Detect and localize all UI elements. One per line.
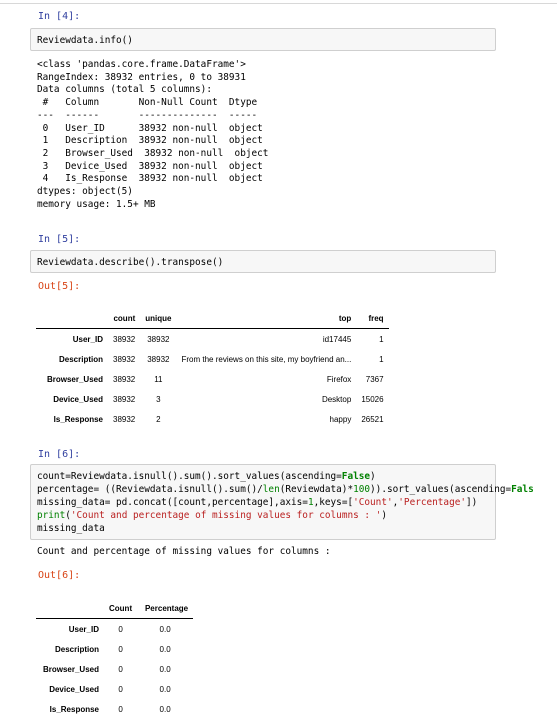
table-row (36, 699, 193, 719)
cell-percentage: 0.0 (159, 644, 171, 654)
out-prompt-6: Out[6]: (38, 570, 81, 581)
stdout-output: Count and percentage of missing values for columns : (37, 546, 331, 557)
table-row (36, 619, 193, 640)
cell-count: 38932 (113, 374, 136, 384)
in-prompt-6: In [6]: (38, 449, 81, 460)
cell-freq: 1 (379, 354, 384, 364)
output-line: 1 Description 38932 non-null object (37, 135, 263, 147)
cell-unique: 11 (154, 374, 163, 384)
header-unique: unique (140, 308, 176, 329)
code-line-5: missing_data (37, 523, 105, 534)
cell-freq: 7367 (365, 374, 384, 384)
row-index: Is_Response (49, 704, 99, 714)
row-index: User_ID (72, 334, 103, 344)
output-line: Data columns (total 5 columns): (37, 84, 212, 96)
row-index: Device_Used (53, 394, 103, 404)
output-line: --- ------ -------------- ----- (37, 109, 263, 121)
row-index: Description (58, 354, 103, 364)
table-row (36, 349, 389, 369)
cell-top: Firefox (326, 374, 352, 384)
describe-table (36, 308, 389, 429)
header-percentage: Percentage (137, 598, 193, 619)
output-line: # Column Non-Null Count Dtype (37, 97, 263, 109)
cell-unique: 3 (156, 394, 161, 404)
out-prompt-5: Out[5]: (38, 281, 81, 292)
cell-freq: 1 (379, 334, 384, 344)
table-header-row (36, 308, 389, 329)
cell-count: 38932 (113, 334, 136, 344)
row-index: Browser_Used (42, 664, 99, 674)
in-prompt-5: In [5]: (38, 234, 81, 245)
cell-count: 0 (118, 664, 123, 674)
row-index: Description (54, 644, 99, 654)
row-index: Device_Used (49, 684, 99, 694)
code-line-3: missing_data= pd.concat([count,percentage],axis=1,keys=['Count','Percentage']) (37, 497, 478, 508)
output-line: memory usage: 1.5+ MB (37, 198, 156, 210)
code-line-2: percentage= ((Reviewdata.isnull().sum()/len(Reviewdata)*100)).sort_values(ascending=Fals (37, 484, 534, 495)
row-index: User_ID (68, 624, 99, 634)
header-count: Count (104, 598, 137, 619)
cell-unique: 2 (156, 414, 161, 424)
row-index: Browser_Used (46, 374, 103, 384)
output-line: dtypes: object(5) (37, 186, 133, 198)
header-index (36, 598, 104, 619)
table-row (36, 639, 193, 659)
cell-count: 38932 (113, 394, 136, 404)
output-line: <class 'pandas.core.frame.DataFrame'> (37, 59, 246, 70)
row-index: Is_Response (53, 414, 103, 424)
code-line[interactable]: Reviewdata.describe().transpose() (37, 257, 224, 268)
code-cell-6[interactable] (30, 464, 534, 540)
code-line-1: count=Reviewdata.isnull().sum().sort_values(ascending=False) (37, 471, 376, 482)
output-line: 2 Browser_Used 38932 non-null object (37, 147, 269, 159)
output-line: 4 Is_Response 38932 non-null object (37, 173, 263, 185)
info-output (37, 59, 268, 211)
cell-freq: 15026 (361, 394, 384, 404)
code-block[interactable] (31, 465, 534, 540)
code-line-4: print('Count and percentage of missing values for columns : ') (37, 510, 387, 521)
table-header-row (36, 598, 193, 619)
cell-count: 0 (118, 684, 123, 694)
cell-count: 0 (118, 624, 123, 634)
header-top: top (176, 308, 356, 329)
output-line: 0 User_ID 38932 non-null object (37, 122, 263, 134)
header-freq: freq (356, 308, 388, 329)
code-cell-4[interactable] (30, 28, 496, 51)
cell-top: From the reviews on this site, my boyfriend an... (181, 354, 352, 364)
code-cell-5[interactable] (30, 250, 496, 273)
cell-count: 38932 (113, 414, 136, 424)
notebook-top-border (0, 3, 557, 4)
header-index (36, 308, 108, 329)
table-row (36, 369, 389, 389)
code-line[interactable]: Reviewdata.info() (37, 35, 133, 46)
output-line: RangeIndex: 38932 entries, 0 to 38931 (37, 71, 246, 83)
cell-top: id17445 (322, 334, 352, 344)
cell-top: Desktop (321, 394, 352, 404)
cell-freq: 26521 (361, 414, 384, 424)
in-prompt-4: In [4]: (38, 11, 81, 22)
cell-count: 38932 (113, 354, 136, 364)
cell-unique: 38932 (147, 334, 170, 344)
table-row (36, 409, 389, 429)
header-count: count (108, 308, 140, 329)
cell-percentage: 0.0 (159, 664, 171, 674)
table-row (36, 329, 389, 350)
table-row (36, 679, 193, 699)
cell-count: 0 (118, 704, 123, 714)
cell-percentage: 0.0 (159, 624, 171, 634)
output-line: 3 Device_Used 38932 non-null object (37, 160, 263, 172)
cell-top: happy (329, 414, 352, 424)
cell-count: 0 (118, 644, 123, 654)
cell-percentage: 0.0 (159, 684, 171, 694)
table-row (36, 659, 193, 679)
cell-percentage: 0.0 (159, 704, 171, 714)
table-row (36, 389, 389, 409)
cell-unique: 38932 (147, 354, 170, 364)
missing-table (36, 598, 193, 719)
